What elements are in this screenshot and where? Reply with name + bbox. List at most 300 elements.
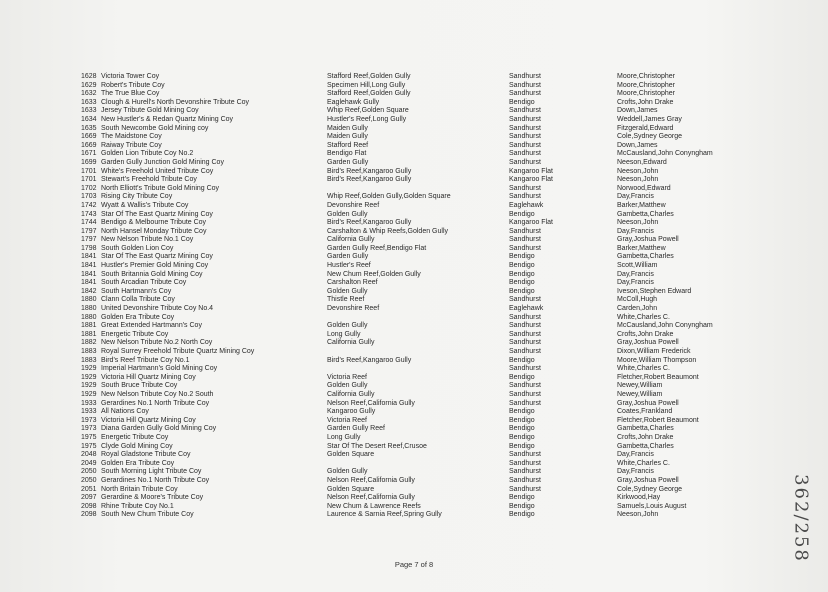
surname-name: Crofts,John Drake bbox=[617, 433, 674, 441]
surname-name: Fitzgerald,Edward bbox=[617, 124, 674, 132]
location: Golden Gully bbox=[327, 322, 368, 330]
entry-number: 1973 bbox=[81, 416, 97, 424]
table-row bbox=[0, 82, 828, 91]
location: Nelson Reef,California Gully bbox=[327, 399, 415, 407]
location: Eaglehawk Gully bbox=[327, 98, 380, 106]
surname-name: Samuels,Louis August bbox=[617, 502, 687, 510]
district: Bendigo bbox=[509, 425, 535, 433]
table-row bbox=[0, 245, 828, 254]
district: Sandhurst bbox=[509, 313, 541, 321]
district: Bendigo bbox=[509, 356, 535, 364]
district: Sandhurst bbox=[509, 133, 541, 141]
location: Golden Gully bbox=[327, 287, 368, 295]
table-row bbox=[0, 365, 828, 374]
table-row bbox=[0, 425, 828, 434]
page-footer: Page 7 of 8 bbox=[394, 560, 434, 569]
table-row bbox=[0, 228, 828, 237]
district: Bendigo bbox=[509, 253, 535, 261]
entry-number: 1629 bbox=[81, 81, 97, 89]
entry-number: 1671 bbox=[81, 150, 97, 158]
entry-number: 1635 bbox=[81, 124, 97, 132]
table-row bbox=[0, 253, 828, 262]
table-row bbox=[0, 150, 828, 159]
table-row bbox=[0, 357, 828, 366]
location: Nelson Reef,California Gully bbox=[327, 476, 415, 484]
district: Sandhurst bbox=[509, 468, 541, 476]
table-row bbox=[0, 125, 828, 134]
entry-number: 1797 bbox=[81, 227, 97, 235]
table-row bbox=[0, 408, 828, 417]
company-name: South Golden Lion Coy bbox=[101, 244, 174, 252]
company-name: Star Of The East Quartz Mining Coy bbox=[101, 253, 213, 261]
company-name: Victoria Hill Quartz Mining Coy bbox=[101, 373, 196, 381]
surname-name: Coates,Frankland bbox=[617, 408, 673, 416]
company-name: Clann Colla Tribute Coy bbox=[101, 296, 175, 304]
district: Bendigo bbox=[509, 279, 535, 287]
handwritten-annotation bbox=[776, 458, 812, 578]
surname-name: Gambetta,Charles bbox=[617, 442, 674, 450]
surname-name: Crofts,John Drake bbox=[617, 330, 674, 338]
table-row bbox=[0, 434, 828, 443]
location: Bendigo Flat bbox=[327, 150, 367, 158]
surname-name: Neeson,John bbox=[617, 219, 659, 227]
company-name: Royal Gladstone Tribute Coy bbox=[101, 451, 191, 459]
location: Garden Gully bbox=[327, 158, 369, 166]
district: Sandhurst bbox=[509, 459, 541, 467]
table-row bbox=[0, 133, 828, 142]
company-name: Victoria Hill Quartz Mining Coy bbox=[101, 416, 196, 424]
location: Bird's Reef,Kangaroo Gully bbox=[327, 356, 412, 364]
entry-number: 2097 bbox=[81, 494, 97, 502]
table-row bbox=[0, 331, 828, 340]
table-row bbox=[0, 211, 828, 220]
table-row bbox=[0, 279, 828, 288]
company-name: Gerardine & Moore's Tribute Coy bbox=[101, 494, 204, 502]
entry-number: 2050 bbox=[81, 468, 97, 476]
district: Sandhurst bbox=[509, 399, 541, 407]
table-row bbox=[0, 176, 828, 185]
entry-number: 1929 bbox=[81, 373, 97, 381]
district: Bendigo bbox=[509, 262, 535, 270]
location: Whip Reef,Golden Gully,Golden Square bbox=[327, 193, 451, 201]
surname-name: Cole,Sydney George bbox=[617, 485, 682, 493]
district: Bendigo bbox=[509, 494, 535, 502]
location: Thistle Reef bbox=[327, 296, 365, 304]
entry-number: 1841 bbox=[81, 262, 97, 270]
table-row bbox=[0, 288, 828, 297]
table-row bbox=[0, 468, 828, 477]
table-row bbox=[0, 443, 828, 452]
location: Bird's Reef,Kangaroo Gully bbox=[327, 219, 412, 227]
entry-number: 1701 bbox=[81, 167, 97, 175]
location: Long Gully bbox=[327, 433, 361, 441]
company-name: Rising City Tribute Coy bbox=[101, 193, 173, 201]
entry-number: 1669 bbox=[81, 141, 97, 149]
entry-number: 1883 bbox=[81, 356, 97, 364]
company-name: Stewart's Freehold Tribute Coy bbox=[101, 176, 197, 184]
table-row bbox=[0, 90, 828, 99]
company-name: Clough & Hurell's North Devonshire Tribute Coy bbox=[101, 98, 250, 106]
district: Sandhurst bbox=[509, 193, 541, 201]
surname-name: Barker,Matthew bbox=[617, 201, 666, 209]
surname-name: Iveson,Stephen Edward bbox=[617, 287, 692, 295]
surname-name: Day,Francis bbox=[617, 279, 654, 287]
table-row bbox=[0, 460, 828, 469]
location: Golden Square bbox=[327, 451, 375, 459]
table-row bbox=[0, 107, 828, 116]
location: California Gully bbox=[327, 390, 375, 398]
district: Bendigo bbox=[509, 287, 535, 295]
location: Golden Gully bbox=[327, 210, 368, 218]
location: Stafford Reef,Golden Gully bbox=[327, 73, 411, 80]
entry-number: 1975 bbox=[81, 442, 97, 450]
location: Bird's Reef,Kangaroo Gully bbox=[327, 176, 412, 184]
surname-name: Carden,John bbox=[617, 305, 658, 313]
entry-number: 1742 bbox=[81, 201, 97, 209]
entry-number: 1699 bbox=[81, 158, 97, 166]
company-name: Raiway Tribute Coy bbox=[101, 141, 162, 149]
entry-number: 1882 bbox=[81, 339, 97, 347]
district: Sandhurst bbox=[509, 227, 541, 235]
company-name: The True Blue Coy bbox=[101, 90, 160, 98]
district: Sandhurst bbox=[509, 124, 541, 132]
surname-name: Gambetta,Charles bbox=[617, 425, 674, 433]
entry-number: 1669 bbox=[81, 133, 97, 141]
table-row bbox=[0, 382, 828, 391]
surname-name: White,Charles C. bbox=[617, 459, 670, 467]
surname-name: Gray,Joshua Powell bbox=[617, 236, 679, 244]
entry-number: 1933 bbox=[81, 399, 97, 407]
surname-name: Day,Francis bbox=[617, 451, 654, 459]
entry-number: 1933 bbox=[81, 408, 97, 416]
company-name: White's Freehold United Tribute Coy bbox=[101, 167, 214, 175]
surname-name: Gray,Joshua Powell bbox=[617, 399, 679, 407]
entry-number: 1841 bbox=[81, 270, 97, 278]
location: Stafford Reef bbox=[327, 141, 369, 149]
district: Sandhurst bbox=[509, 236, 541, 244]
handwritten-note: 362/258 bbox=[790, 474, 812, 563]
table-row bbox=[0, 339, 828, 348]
district: Bendigo bbox=[509, 416, 535, 424]
district: Bendigo bbox=[509, 511, 535, 519]
surname-name: Neeson,John bbox=[617, 176, 659, 184]
table-row bbox=[0, 236, 828, 245]
location: Long Gully bbox=[327, 330, 361, 338]
table-row bbox=[0, 391, 828, 400]
location: Kangaroo Gully bbox=[327, 408, 376, 416]
surname-name: Moore,William Thompson bbox=[617, 356, 697, 364]
surname-name: Fletcher,Robert Beaumont bbox=[617, 416, 699, 424]
district: Sandhurst bbox=[509, 115, 541, 123]
company-name: North Britain Tribute Coy bbox=[101, 485, 178, 493]
surname-name: Day,Francis bbox=[617, 468, 654, 476]
entry-number: 1702 bbox=[81, 184, 97, 192]
surname-name: Weddell,James Gray bbox=[617, 115, 682, 123]
company-name: Imperial Hartmann's Gold Mining Coy bbox=[101, 365, 218, 373]
table-row bbox=[0, 185, 828, 194]
company-name: Gerardines No.1 North Tribute Coy bbox=[101, 476, 210, 484]
surname-name: Fletcher,Robert Beaumont bbox=[617, 373, 699, 381]
district: Sandhurst bbox=[509, 296, 541, 304]
entry-number: 1633 bbox=[81, 98, 97, 106]
register-rows bbox=[0, 73, 828, 520]
company-name: Bendigo & Melbourne Tribute Coy bbox=[101, 219, 207, 227]
surname-name: Barker,Matthew bbox=[617, 244, 666, 252]
location: Garden Gully Reef bbox=[327, 425, 385, 433]
location: Garden Gully Reef,Bendigo Flat bbox=[327, 244, 427, 252]
surname-name: Dixon,William Frederick bbox=[617, 348, 691, 355]
table-row bbox=[0, 486, 828, 495]
company-name: Star Of The East Quartz Mining Coy bbox=[101, 210, 213, 218]
district: Kangaroo Flat bbox=[509, 219, 553, 227]
district: Sandhurst bbox=[509, 485, 541, 493]
district: Kangaroo Flat bbox=[509, 167, 553, 175]
district: Sandhurst bbox=[509, 382, 541, 390]
entry-number: 2048 bbox=[81, 451, 97, 459]
surname-name: Neeson,John bbox=[617, 167, 659, 175]
table-row bbox=[0, 400, 828, 409]
entry-number: 1883 bbox=[81, 348, 97, 355]
company-name: Great Extended Hartmann's Coy bbox=[101, 322, 202, 330]
entry-number: 1841 bbox=[81, 279, 97, 287]
location: Golden Square bbox=[327, 485, 375, 493]
district: Sandhurst bbox=[509, 141, 541, 149]
table-row bbox=[0, 314, 828, 323]
surname-name: White,Charles C. bbox=[617, 313, 670, 321]
district: Sandhurst bbox=[509, 73, 541, 80]
location: California Gully bbox=[327, 339, 375, 347]
table-row bbox=[0, 219, 828, 228]
location: Victoria Reef bbox=[327, 373, 367, 381]
district: Bendigo bbox=[509, 442, 535, 450]
location: Devonshire Reef bbox=[327, 201, 380, 209]
entry-number: 1842 bbox=[81, 287, 97, 295]
location: Victoria Reef bbox=[327, 416, 367, 424]
district: Eaglehawk bbox=[509, 305, 544, 313]
surname-name: Newey,William bbox=[617, 390, 663, 398]
entry-number: 1880 bbox=[81, 313, 97, 321]
district: Sandhurst bbox=[509, 184, 541, 192]
entry-number: 1929 bbox=[81, 382, 97, 390]
location: Hustler's Reef,Long Gully bbox=[327, 115, 407, 123]
location: Bird's Reef,Kangaroo Gully bbox=[327, 167, 412, 175]
surname-name: Neeson,John bbox=[617, 511, 659, 519]
surname-name: Moore,Christopher bbox=[617, 90, 675, 98]
table-row bbox=[0, 73, 828, 82]
district: Sandhurst bbox=[509, 390, 541, 398]
company-name: Energetic Tribute Coy bbox=[101, 330, 169, 338]
location: Devonshire Reef bbox=[327, 305, 380, 313]
entry-number: 1744 bbox=[81, 219, 97, 227]
table-row bbox=[0, 374, 828, 383]
company-name: Royal Surrey Freehold Tribute Quartz Mining Coy bbox=[101, 348, 255, 355]
table-row bbox=[0, 142, 828, 151]
surname-name: Down,James bbox=[617, 141, 658, 149]
surname-name: McCausland,John Conyngham bbox=[617, 322, 713, 330]
entry-number: 1880 bbox=[81, 305, 97, 313]
company-name: Gerardines No.1 North Tribute Coy bbox=[101, 399, 210, 407]
entry-number: 1975 bbox=[81, 433, 97, 441]
table-row bbox=[0, 193, 828, 202]
surname-name: Scott,William bbox=[617, 262, 658, 270]
district: Sandhurst bbox=[509, 244, 541, 252]
entry-number: 2098 bbox=[81, 511, 97, 519]
surname-name: McColl,Hugh bbox=[617, 296, 658, 304]
company-name: All Nations Coy bbox=[101, 408, 149, 416]
entry-number: 1881 bbox=[81, 330, 97, 338]
entry-number: 2049 bbox=[81, 459, 97, 467]
location: Nelson Reef,California Gully bbox=[327, 494, 415, 502]
district: Sandhurst bbox=[509, 451, 541, 459]
surname-name: Cole,Sydney George bbox=[617, 133, 682, 141]
surname-name: McCausland,John Conyngham bbox=[617, 150, 713, 158]
district: Bendigo bbox=[509, 408, 535, 416]
surname-name: White,Charles C. bbox=[617, 365, 670, 373]
surname-name: Gambetta,Charles bbox=[617, 210, 674, 218]
company-name: The Maidstone Coy bbox=[101, 133, 162, 141]
location: Star Of The Desert Reef,Crusoe bbox=[327, 442, 427, 450]
district: Bendigo bbox=[509, 502, 535, 510]
district: Kangaroo Flat bbox=[509, 176, 553, 184]
district: Bendigo bbox=[509, 210, 535, 218]
location: Garden Gully bbox=[327, 253, 369, 261]
entry-number: 1633 bbox=[81, 107, 97, 115]
surname-name: Newey,William bbox=[617, 382, 663, 390]
company-name: Golden Lion Tribute Coy No.2 bbox=[101, 150, 194, 158]
table-row bbox=[0, 159, 828, 168]
district: Sandhurst bbox=[509, 330, 541, 338]
company-name: New Nelson Tribute No.1 Coy bbox=[101, 236, 194, 244]
location: Maiden Gully bbox=[327, 124, 368, 132]
location: Golden Gully bbox=[327, 382, 368, 390]
entry-number: 1881 bbox=[81, 322, 97, 330]
table-row bbox=[0, 296, 828, 305]
location: Specimen Hill,Long Gully bbox=[327, 81, 406, 89]
company-name: South Newcombe Gold Mining coy bbox=[101, 124, 209, 132]
district: Sandhurst bbox=[509, 339, 541, 347]
table-row bbox=[0, 202, 828, 211]
company-name: Bird's Reef Tribute Coy No.1 bbox=[101, 356, 190, 364]
entry-number: 2050 bbox=[81, 476, 97, 484]
table-row bbox=[0, 348, 828, 357]
district: Sandhurst bbox=[509, 348, 541, 355]
district: Sandhurst bbox=[509, 81, 541, 89]
surname-name: Gambetta,Charles bbox=[617, 253, 674, 261]
surname-name: Day,Francis bbox=[617, 193, 654, 201]
entry-number: 1798 bbox=[81, 244, 97, 252]
company-name: South New Chum Tribute Coy bbox=[101, 511, 194, 519]
entry-number: 1841 bbox=[81, 253, 97, 261]
table-row bbox=[0, 511, 828, 520]
entry-number: 1743 bbox=[81, 210, 97, 218]
entry-number: 1701 bbox=[81, 176, 97, 184]
district: Eaglehawk bbox=[509, 201, 544, 209]
location: New Chum Reef,Golden Gully bbox=[327, 270, 421, 278]
surname-name: Moore,Christopher bbox=[617, 81, 675, 89]
table-row bbox=[0, 451, 828, 460]
district: Sandhurst bbox=[509, 158, 541, 166]
surname-name: Crofts,John Drake bbox=[617, 98, 674, 106]
company-name: Clyde Gold Mining Coy bbox=[101, 442, 173, 450]
company-name: North Hansel Monday Tribute Coy bbox=[101, 227, 207, 235]
company-name: Rhine Tribute Coy No.1 bbox=[101, 502, 174, 510]
location: Carshalton & Whip Reefs,Golden Gully bbox=[327, 227, 448, 235]
company-name: South Morning Light Tribute Coy bbox=[101, 468, 202, 476]
district: Sandhurst bbox=[509, 107, 541, 115]
entry-number: 1703 bbox=[81, 193, 97, 201]
district: Bendigo bbox=[509, 270, 535, 278]
table-row bbox=[0, 305, 828, 314]
table-row bbox=[0, 417, 828, 426]
entry-number: 1973 bbox=[81, 425, 97, 433]
table-row bbox=[0, 271, 828, 280]
location: California Gully bbox=[327, 236, 375, 244]
location: New Chum & Lawrence Reefs bbox=[327, 502, 421, 510]
company-name: Jersey Tribute Gold Mining Coy bbox=[101, 107, 199, 115]
district: Bendigo bbox=[509, 433, 535, 441]
company-name: Golden Era Tribute Coy bbox=[101, 459, 175, 467]
entry-number: 1929 bbox=[81, 365, 97, 373]
location: Maiden Gully bbox=[327, 133, 368, 141]
district: Sandhurst bbox=[509, 365, 541, 373]
company-name: Garden Gully Junction Gold Mining Coy bbox=[101, 158, 224, 166]
entry-number: 2098 bbox=[81, 502, 97, 510]
location: Golden Gully bbox=[327, 468, 368, 476]
company-name: New Nelson Tribute Coy No.2 South bbox=[101, 390, 214, 398]
table-row bbox=[0, 477, 828, 486]
district: Sandhurst bbox=[509, 322, 541, 330]
table-row bbox=[0, 262, 828, 271]
location: Stafford Reef,Golden Gully bbox=[327, 90, 411, 98]
surname-name: Day,Francis bbox=[617, 227, 654, 235]
company-name: United Devonshire Tribute Coy No.4 bbox=[101, 305, 214, 313]
company-name: New Hustler's & Redan Quartz Mining Coy bbox=[101, 115, 234, 123]
surname-name: Gray,Joshua Powell bbox=[617, 476, 679, 484]
entry-number: 1632 bbox=[81, 90, 97, 98]
company-name: South Arcadian Tribute Coy bbox=[101, 279, 187, 287]
company-name: Wyatt & Wallis's Tribute Coy bbox=[101, 201, 189, 209]
entry-number: 1797 bbox=[81, 236, 97, 244]
company-name: South Britannia Gold Mining Coy bbox=[101, 270, 203, 278]
entry-number: 1929 bbox=[81, 390, 97, 398]
surname-name: Moore,Christopher bbox=[617, 73, 675, 80]
district: Sandhurst bbox=[509, 476, 541, 484]
location: Carshalton Reef bbox=[327, 279, 378, 287]
district: Sandhurst bbox=[509, 150, 541, 158]
location: Laurence & Sarnia Reef,Spring Gully bbox=[327, 511, 442, 519]
location: Hustler's Reef bbox=[327, 262, 371, 270]
district: Bendigo bbox=[509, 98, 535, 106]
entry-number: 2051 bbox=[81, 485, 97, 493]
entry-number: 1634 bbox=[81, 115, 97, 123]
company-name: South Bruce Tribute Coy bbox=[101, 382, 178, 390]
table-row bbox=[0, 116, 828, 125]
surname-name: Kirkwood,Hay bbox=[617, 494, 661, 502]
table-row bbox=[0, 168, 828, 177]
company-name: Hustler's Premier Gold Mining Coy bbox=[101, 262, 209, 270]
location: Whip Reef,Golden Square bbox=[327, 107, 409, 115]
table-row bbox=[0, 99, 828, 108]
company-name: North Elliott's Tribute Gold Mining Coy bbox=[101, 184, 220, 192]
district: Bendigo bbox=[509, 373, 535, 381]
table-row bbox=[0, 503, 828, 512]
company-name: New Nelson Tribute No.2 North Coy bbox=[101, 339, 213, 347]
company-name: Energetic Tribute Coy bbox=[101, 433, 169, 441]
surname-name: Neeson,Edward bbox=[617, 158, 667, 166]
company-name: Golden Era Tribute Coy bbox=[101, 313, 175, 321]
table-row bbox=[0, 322, 828, 331]
district: Sandhurst bbox=[509, 90, 541, 98]
